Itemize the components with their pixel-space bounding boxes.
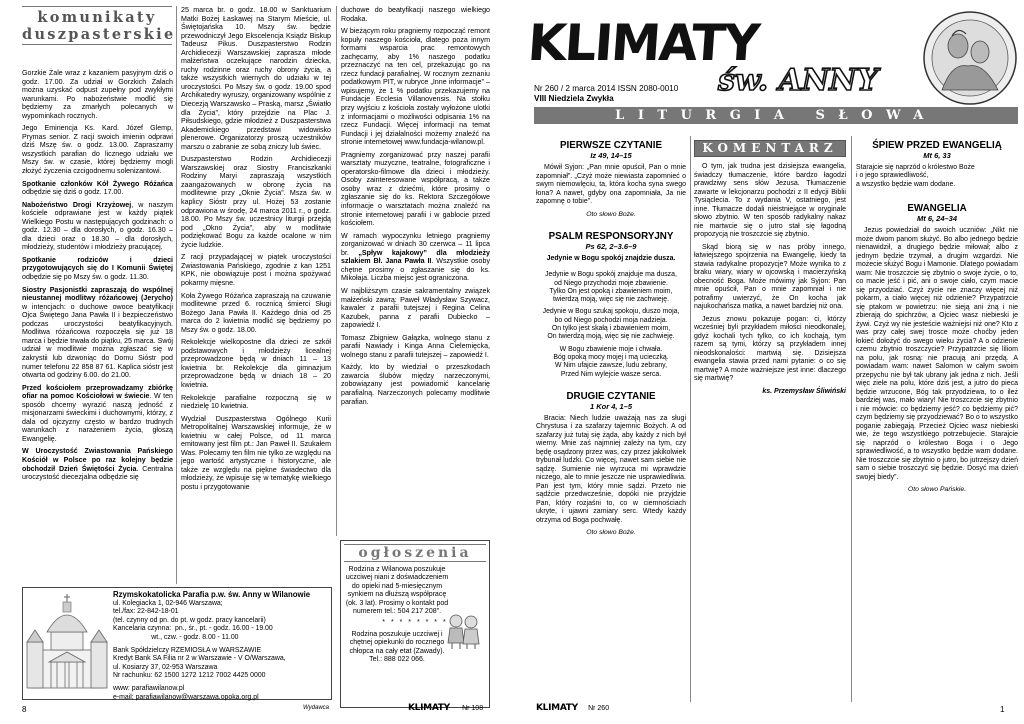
komentarz-paragraph: Skąd biorą się w nas próby innego, łatwiejszego spojrzenia na Ewangelię, kiedy ta stawia radykalne propozycje? Może wynika to z braku wiary, wiary w ojcowską i macierzyńską obecność Boga. Może mówimy jak Syjon: Pan mnie opuścił, Pan o mnie zapomniał i nie potrafimy uwierzyć, że On kocha jak najukochańsza matka, a nawet bardziej niż ona.	[694, 243, 846, 310]
children-illustration	[443, 611, 483, 651]
parish-detail-line: wt., czw. - godz. 8.00 - 11.00	[113, 633, 239, 641]
announcement-paragraph: Spotkanie rodziców i dzieci przygotowujących się do I Komunii Świętej odbędzie się po Mszy św. o godz. 11.30.	[22, 255, 173, 282]
parish-detail-line: www: parafiawilanow.pl	[113, 684, 185, 692]
parish-detail-line: (tel. czynny od pn. do pt. w godz. pracy kancelarii)	[113, 616, 266, 624]
parish-detail-line: Kredyt Bank SA Filia nr 2 w Warszawie - V O/Warszawa,	[113, 655, 286, 663]
drugie-czytanie-text: Bracia: Niech ludzie uważają nas za sługi Chrystusa i za szafarzy tajemnic Bożych. A od szafarzy już tutaj się żąda, aby każdy z nich był wierny. Mnie zaś najmniej zależy na tym, czy będę osądzony przez was, czy przez jakikolwiek trybunał ludzki. Co więcej, nawet sam siebie nie sądzę. Sumienie nie wyrzuca mi wprawdzie niczego, ale to mnie jeszcze nie usprawiedliwia. Pan jest tym, który mnie sądzi. Przeto nie sądźcie przedwcześnie, dopóki nie przyjdzie Pan, który rozjaśni to, co w ciemnościach ukryte, i ujawni zamiary serc. Wtedy każdy otrzyma od Boga pochwałę.	[536, 414, 686, 524]
right-page	[512, 0, 1024, 724]
announcement-paragraph: Przed kościołem przeprowadzamy zbiórkę ofiar na pomoc Kościołowi w świecie. W ten sposób chcemy wyrazić naszą jedność z misjonarzami świeckimi i duchownymi, którzy, z dala od ojczyzny często w bardzo trudnych warunkach z narażeniem życia, głoszą Ewangelię.	[22, 383, 173, 443]
column-divider	[851, 136, 852, 702]
psalm-stanza: W Bogu zbawienie moje i chwała. Bóg opoką mocy mojej i mą ucieczką. W Nim ufajcie zawsze, ludu zebrany, Przed Nim wylejcie wasze serca.	[553, 345, 669, 378]
sunday-name: VIII Niedziela Zwykła	[534, 94, 614, 103]
readings-column	[536, 140, 686, 700]
announcement-paragraph: duchowe do beatyfikacji naszego wielkiego Rodaka.	[341, 6, 490, 23]
ogloszenia-box	[340, 540, 490, 708]
stars-divider: * * * * * * * *	[382, 619, 448, 627]
logo-main-text: KLIMATY	[525, 14, 761, 72]
spiew-ref: Mt 6, 33	[923, 151, 951, 160]
announcement-paragraph: Wydział Duszpasterstwa Ogólnego Kurii Metropolitalnej Warszawskiej informuje, że w kwietniu w całej Polsce, od 11 marca emitowany jest film pt.: Jan Paweł II. Szukałem Was. Polecamy ten film nie tylko ze względu na jego wartość artystyczne i historyczne, ale także ze względu na piękne świadectwo dla młodzieży, że wpisuje się w tematykę wielkiego postu i przygotowanie	[181, 414, 331, 491]
drugie-czytanie-heading: DRUGIE CZYTANIE	[566, 390, 656, 402]
komentarz-author: ks. Przemysław Śliwiński	[762, 387, 846, 395]
announcement-paragraph: Koła Żywego Różańca zapraszają na czuwanie modlitewne przed 6. rocznicą śmierci Sługi Bożego Jana Pawła II. Każdego dnia od 25 marca do 2 kwietnia modlić się będziemy po Mszy św. o godz. 18.00.	[181, 291, 331, 334]
pierwsze-czytanie-closing: Oto słowo Boże.	[586, 210, 636, 218]
announcement-paragraph: Rekolekcje parafialne rozpoczną się w niedzielę 10 kwietnia.	[181, 393, 331, 411]
psalm-heading: PSALM RESPONSORYJNY	[548, 231, 674, 242]
announcement-paragraph: W ramach wypoczynku letniego pragniemy zorganizować w dniach 30 czerwca – 11 lipca br. „Spływ kajakowy” dla młodzieży szlakiem Bł. Jana Pawła II. Wszystkie osoby chętne prosimy o zgłaszanie się do ks. Mikołaja. Liczba miejsc jest ograniczona.	[341, 231, 490, 283]
issue-line: Nr 260 / 2 marca 2014 ISSN 2080-0010	[534, 84, 679, 93]
parish-detail-line: ul. Kosiarzy 37, 02-953 Warszawa	[113, 663, 218, 671]
announcements-column-1	[22, 69, 173, 584]
announcement-paragraph: Pragniemy zorganizować przy naszej parafii warsztaty muzyczne, teatralne, fotograficzne i operatorsko-filmowe dla dzieci i młodzieży. Osoby zainteresowane współpracą, a także osoby wraz z dziećmi, które prosimy o zgłaszanie się do ks. Rektora Szczegółowe informacje o warsztatach można znaleźć na stronie internetowej parafii i w gablocie przed kościołem.	[341, 150, 490, 228]
komentarz-paragraph: O tym, jak trudna jest dzisiejsza ewangelia, świadczy tłumaczenie, które bardzo łagodzi prawdziwy sens słów Jezusa. Tłumaczenie zawarte w lekcjonarzu pochodzi z II edycji Biblii Tysiąclecia. To z wydania V, ostatniego, jest inne. Tłumacze dodali nieistniejące w oryginale słowo zbytnio. W ten sposób radykalny nakaz nie martwcie się o jutro stał się łagodną propozycją nie troszczcie się zbytnio.	[694, 163, 846, 238]
psalm-refrain: Jedynie w Bogu spokój znajdzie dusza.	[546, 255, 676, 262]
announcement-paragraph: Rekolekcje wielkopostne dla dzieci ze szkół podstawowych i młodzieży licealnej przeprowadzone będą w dniach 11 – 13 kwietnia br. Rekolekcje dla gimnazjum przeprowadzone będą w dniach 18 – 20 kwietnia.	[181, 338, 331, 389]
parish-detail-line: Nr rachunku: 62 1500 1272 1212 7002 4425 0000	[113, 672, 266, 680]
ewangelia-ref: Mt 6, 24–34	[916, 214, 958, 224]
parish-detail-line: tel./fax: 22-842-18-01	[113, 608, 179, 616]
pierwsze-czytanie-ref: Iz 49, 14–15	[590, 151, 632, 160]
parish-detail-line: e-mail: parafiawilanow@warszawa.opoka.org.pl	[113, 693, 259, 701]
issue-info	[534, 84, 678, 104]
parish-detail-line: Kancelaria czynna: pn., śr., pt. - godz. 16.00 - 19.00	[113, 625, 273, 633]
column-divider	[336, 6, 337, 536]
psalm-stanzas	[536, 271, 686, 379]
psalm-ref: Ps 62, 2–3.6–9	[585, 242, 637, 251]
announcement-paragraph: Każdy, kto by wiedział o przeszkodach zawarcia ślubów między narzeczonymi, zobowiązany jest powiadomić kancelarię parafialną. Narzeczonych polecamy modlitwie parafian.	[341, 363, 490, 406]
komentarz-paragraphs	[694, 163, 846, 384]
announcement-paragraph: Duszpasterstwo Rodzin Archidiecezji Warszawskiej oraz Siostry Franciszkanki Rodziny Maryi zapraszają wszystkich zaangażowanych w obronę życia na modlitewne przy „Oknie Życia”. Msza św. w kaplicy Sióstr przy ul. Hożej 53 zostanie odprawiona w środę, 24 marca 2011 r., o godz. 18.00. Po Mszy św. uczestnicy liturgii przejdą pod „Okno Życia”, aby w modlitwie podziękować Bogu za każde ocalone w nim życie ludzkie.	[181, 155, 331, 249]
announcement-paragraph: Siostry Pasjonistki zapraszają do wspólnej nieustannej modlitwy różańcowej (Jerycho) w intencjach: o duchowe owoce beatyfikacji Ojca Świętego Jana Pawła II i bezpieczeństwo podczas uroczystości beatyfikacyjnych. Modlitwa różańcowa rozpoczęła się już 18 marca i będzie trwała do piątku, 25 marca. Swój udział w modlitwie można zgłaszać się w zakrystii lub dzwoniąc do Domu Sióstr pod numer telefonu 22 858 87 61. Kaplica sióstr jest otwarta od godziny 6.00. do 21.00.	[22, 285, 173, 380]
pierwsze-czytanie-text: Mówił Syjon: „Pan mnie opuścił, Pan o mnie zapomniał”. „Czyż może niewiasta zapomnieć o swym niemowlęciu, ta, która kocha syna swego łona? A nawet, gdyby ona zapomniała, Ja nie zapomnę o tobie”.	[536, 164, 686, 205]
announcement-paragraph: W Uroczystość Zwiastowania Pańskiego Kościół w Polsce po raz kolejny będzie obchodził Dzień Świętości Życia. Centralna uroczystość diecezjalna odbędzie się	[22, 447, 173, 482]
parish-detail-line: Bank Spółdzielczy RZEMIOSŁA w WARSZAWIE	[113, 646, 262, 654]
liturgia-slowa-banner: LITURGIA SŁOWA	[534, 107, 1018, 124]
ogloszenia-title: ogłoszenia	[344, 544, 486, 562]
announcement-paragraph: Z racji przypadającej w piątek uroczystości Zwiastowania Pańskiego, zgodnie z kan 1251 KPK, nie obowiązuje post i można spożywać pokarmy mięsne.	[181, 253, 331, 287]
gospel-column	[856, 140, 1018, 700]
column-divider	[176, 6, 177, 584]
page-number-left: 8	[22, 705, 27, 714]
announcement-paragraph: Nabożeństwo Drogi Krzyżowej, w naszym kościele odprawiane jest w każdy piątek Wielkiego Postu w następujących godzinach: o godz. 12.30 – dla dorosłych, o godz. 16.30 – dla dzieci oraz o 18.30 – dla dorosłych, młodzieży, studentów i młodzieży pracującej.	[22, 200, 173, 252]
column-divider	[690, 136, 691, 702]
spiew-heading: ŚPIEW PRZED EWANGELIĄ	[872, 140, 1002, 151]
announcement-paragraph: Spotkanie członków Kół Żywego Różańca odbędzie się dziś o godz. 17.00.	[22, 179, 173, 197]
spiew-text: Starajcie się naprzód o królestwo Boże i o jego sprawiedliwość, a wszystko będzie wam dodane.	[856, 164, 975, 188]
page-number-right: 1	[1000, 705, 1005, 714]
komentarz-column	[694, 140, 846, 700]
psalm-stanza: Jedynie w Bogu szukaj spokoju, duszo moja, bo od Niego pochodzi moja nadzieja. On tylko jest skałą i zbawieniem moim, On twierdzą moją, więc się nie zachwieję.	[542, 308, 680, 341]
komentarz-heading: KOMENTARZ	[694, 140, 846, 157]
church-illustration	[25, 592, 109, 692]
announcements-column-3	[341, 6, 490, 536]
announcement-paragraph: Jego Eminencja Ks. Kard. Józef Glemp, Prymas senior. Z racji swoich imienin odprawi dziś Mszę św. o godz. 13.00. Zapraszamy wszystkich parafian do licznego udziału we Mszy św. w czasie, której będziemy mogli złożyć życzenia czcigodnemu solenizantowi.	[22, 124, 173, 176]
ewangelia-heading: EWANGELIA	[907, 203, 967, 215]
klimaty-logo	[525, 14, 879, 98]
announcement-paragraph: W bieżącym roku pragniemy rozpocząć remont kopuły naszego kościoła, dlatego poza innym formami wsparcia prac remontowych zachęcamy, aby 1% naszego podatku przeznaczyć na ten cel, przekazując go na rzecz fundacji parafialnej. W rocznym zeznaniu podatkowym PIT, w rubryce „Inne informacje” – wpisujemy, że 1 % podatku przekazujemy na Fundacje Ecclesia Villanovensis. Na stołku przy wyjściu z kościoła zostały wyłożone ulotki z informacjami o możliwości odpisania 1% na rzecz Fundacji. Więcej informacji na temat Fundacji i jej działalności możemy znaleźć na stronie internetowej www.fundacja-wilanow.pl.	[341, 27, 490, 147]
ewangelia-text: Jezus powiedział do swoich uczniów: „Nikt nie może dwom panom służyć. Bo albo jednego będzie nienawidził, a drugiego będzie miłował; albo z jednym będzie trzymał, a drugim wzgardzi. Nie możecie służyć Bogu i Mamonie. Dlatego powiadam wam: Nie troszczcie się zbytnio o swoje życie, o to, co macie jeść i pić, ani o swoje ciało, czym macie się przyodziać. Czyż życie nie znaczy więcej niż pokarm, a ciało więcej niż odzienie? Przypatrzcie się ptakom w powietrzu: nie sieją ani żną i nie zbierają do spichrzów, a Ojciec wasz niebieski je żywi. Czyż wy nie jesteście ważniejsi niż one? Kto z was przy całej swej trosce może choćby jeden łokieć dołożyć do swego wieku życia? A o odzienie czemu zbytnio troszczycie? Przypatrzcie się liliom na polu, jak rosną: nie pracują ani przędą. A powiadam wam: nawet Salomon w całym swoim przepychu nie był tak ubrany jak jedna z nich. Jeśli więc ziele na polu, które dziś jest, a jutro do pieca będzie wrzucone, Bóg tak przyodziewa, to o ileż bardziej was, mało wiary! Nie troszczcie się zbytnio i nie mówcie: co będziemy jeść? co będziemy pić? czym będziemy się przyodziewać? Bo o to wszystko poganie zabiegają. Przecież Ojciec wasz niebieski wie, że tego wszystkiego potrzebujecie. Starajcie się naprzód o królestwo Boga i o Jego sprawiedliwość, a to wszystko będzie wam dodane. Nie troszczcie się zbytnio o jutro, bo jutrzejszy dzień sam o siebie troszczyć się będzie. Dosyć ma dzień swojej biedy”.	[856, 227, 1018, 481]
psalm-stanza: Jedynie w Bogu spokój znajduje ma dusza, od Niego przychodzi moje zbawienie. Tylko On jest opoką i zbawieniem moim, twierdzą moją, więc się nie zachwieję.	[545, 271, 677, 304]
parish-detail-line: ul. Kolegiacka 1, 02-946 Warszawa;	[113, 599, 223, 607]
pierwsze-czytanie-heading: PIERWSZE CZYTANIE	[560, 140, 662, 151]
announcement-paragraph: 25 marca br. o godz. 18.00 w Sanktuarium Matki Bożej Łaskawej na Starym Mieście, ul. Świętojańska 10. Mszy św. będzie przewodniczył Jego Ekscelencja Ksiądz Biskup Tadeusz Pikus. Duszpasterstwo Rodzin Archidiecezji Warszawskiej zaprasza młode małżeństwa oczekujące narodzin dziecka, ruchy rodzinne oraz ruchy obrony życia, a także wszystkich wiernych do udziału w tej uroczystości. Po Mszy św. o godz. 19.00 spod Archikatedry wyruszy, organizowany wspólnie z Diecezją Warszawsko – Praską, marsz „Światło dla Życia”, który przejdzie na Plac J. Piłsudskiego, gdzie młodzież z Duszpasterstwa Akademickiego przedstawi widowisko plenerowe. Organizatorzy proszą uczestników marszu o zabranie ze sobą zniczy lub świec.	[181, 6, 331, 151]
announcements-column-2	[181, 6, 331, 582]
wydawca-label: Wydawca	[302, 704, 329, 711]
announcement-paragraph: W najbliższym czasie sakramentalny związek małżeński zawrą: Paweł Władysław Szywacz, kawaler z parafii tutejszej i Regina Celina Kazubek, panna z parafii Dubiecko – zapowiedź I.	[341, 286, 490, 330]
drugie-czytanie-closing: Oto słowo Boże.	[586, 529, 636, 537]
saint-anne-emblem	[922, 10, 1018, 106]
ogloszenie-2: Rodzina poszukuje uczciwej i chętnej opiekunki do rocznego chłopca na cały etat (Zawady). Tel.: 888 022 066.	[349, 630, 445, 664]
ogloszenie-1: Rodzina z Wilanowa poszukuje uczciwej niani z doświadczeniem do opieki nad 5-miesięcznym synkiem na dłuższą współpracę (ok. 3 lat). Prosimy o kontakt pod numerem tel.: 504 217 208".	[345, 566, 449, 616]
komunikaty-title: komunikaty duszpasterskie	[22, 6, 172, 45]
komentarz-paragraph: Jezus znowu pokazuje pogan: ci, którzy wcześniej byli przykładem miłości nieodkonalej, gdyż kochali tych tylko, co ich kochają, tym razem są tymi, którzy są przykładem innej nieodskonalości: martwią się. Dzisiejsza ewangelia stawia przed nami pytanie: o co się martwię? A może ważniejsze jest inne: dlaczego się martwię?	[694, 315, 846, 382]
announcement-paragraph: Gorzkie Żale wraz z kazaniem pasyjnym dziś o godz. 17.00. Za udział w Gorzkich Żalach można uzyskać odpust zupełny pod zwykłymi warunkami. Po nabożeństwie modlić się będziemy za zmarłych polecanych w wypominkach rocznych.	[22, 69, 173, 120]
footer-brand-left: KLIMATY Nr 108	[408, 703, 484, 713]
logo-sub-text: św. ANNY	[718, 63, 879, 98]
drugie-czytanie-ref: 1 Kor 4, 1–5	[589, 401, 633, 411]
footer-brand-right: KLIMATY Nr 260	[536, 703, 610, 713]
parish-name: Rzymskokatolicka Parafia p.w. św. Anny w Wilanowie	[113, 590, 311, 599]
parish-info-text	[113, 590, 329, 711]
parish-info-box	[22, 587, 332, 711]
announcement-paragraph: Tomasz Zbigniew Gałązka, wolnego stanu z parafii Nawiady i Kinga Anna Cielemięcka, wolnego stanu z parafii tutejszej – zapowiedź I.	[341, 333, 490, 359]
ewangelia-closing: Oto słowo Pańskie.	[907, 486, 967, 494]
parish-details	[113, 600, 329, 703]
